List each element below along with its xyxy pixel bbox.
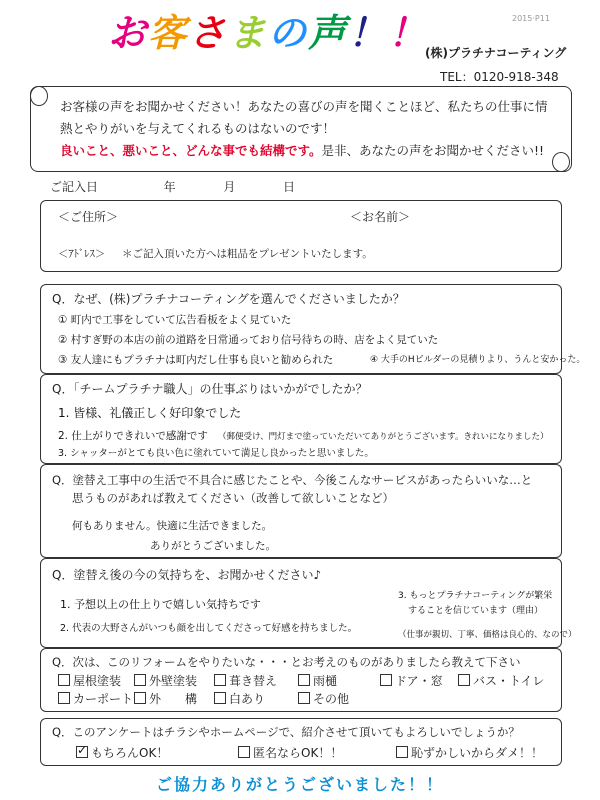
year-label: 年 (163, 180, 176, 194)
q4-answer-2: 2. 代表の大野さんがいつも顔を出してくださって好感を持ちました。 (60, 623, 358, 634)
title-char: 声 (308, 11, 349, 55)
address-note: ＊ご記入頂いた方へは粗品をプレゼントいたします。 (122, 248, 373, 260)
q4-answer-3-reason: （仕事が親切、丁寧、価格は良心的、なので） (398, 630, 577, 640)
q4-answer-3: 3. もっとプラチナコーティングが繁栄 (398, 591, 553, 601)
q1-answer-4: ④ 大手のHビルダーの見積りより、うんと安かった。 (370, 355, 586, 365)
checkbox[interactable] (458, 674, 470, 686)
intro-emphasis: 良いこと、悪いこと、どんな事でも結構です。 (60, 143, 322, 158)
q6-option[interactable] (396, 744, 543, 761)
name-label: ＜お名前＞ (350, 210, 411, 224)
intro-line-3 (60, 140, 560, 162)
intro-line-2: 熱とやりがいを与えてくれるものはないのです！ (60, 121, 336, 136)
page-title (108, 2, 428, 57)
day-label: 日 (283, 180, 296, 194)
intro-line-3-rest: 是非、あなたの声をお聞かせください!! (321, 143, 545, 158)
q3-question-line-2: 思うものがあれば教えてください（改善して欲しいことなど） (72, 491, 394, 505)
q3-answer-1: 何もありません。快適に生活できました。 (72, 520, 273, 532)
company-name: (株)プラチナコーティング (425, 46, 567, 60)
q5-option[interactable] (134, 672, 197, 689)
q5-option[interactable] (214, 690, 265, 707)
checkbox[interactable] (134, 674, 146, 686)
checkbox[interactable] (214, 674, 226, 686)
contact-box (40, 200, 562, 272)
intro-text (60, 96, 560, 162)
scroll-curl-decoration (30, 86, 48, 106)
q5-option-label: その他 (313, 692, 350, 706)
q1-question: Q．なぜ、(株)プラチナコーティングを選んでくださいましたか？ (52, 292, 405, 306)
q4-answer-1: 1. 予想以上の仕上りで嬉しい気持ちです (60, 598, 261, 611)
q5-option[interactable] (214, 672, 277, 689)
q5-option-label: カーポート (73, 692, 134, 706)
checkbox[interactable] (396, 746, 408, 758)
intro-line-1: お客様の声をお聞かせください！あなたの喜びの声を聞くことほど、私たちの仕事に情 (60, 99, 548, 114)
checkbox[interactable] (298, 692, 310, 704)
q6-option-label: 恥ずかしいからダメ！！ (411, 746, 544, 760)
q1-answer-3: ③ 友人達にもプラチナは町内だし仕事も良いと勧められた (58, 354, 334, 366)
q5-option-label: 葺き替え (229, 674, 278, 688)
checkbox[interactable] (238, 746, 250, 758)
q5-option[interactable] (298, 690, 349, 707)
title-char: ！ (348, 11, 389, 55)
checkbox[interactable] (380, 674, 392, 686)
q5-option[interactable] (58, 672, 121, 689)
q6-option-label: 匿名ならOK！！ (253, 746, 343, 760)
title-char: ま (228, 11, 269, 55)
q5-question: Q．次は、このリフォームをやりたいな・・・とお考えのものがありましたら教えて下さい (52, 655, 521, 669)
document-code: 2015·P11 (512, 14, 550, 23)
q6-option[interactable] (76, 744, 168, 761)
title-char: お (108, 11, 149, 55)
title-char: 客 (148, 11, 189, 55)
date-label: ご記入日 (50, 180, 99, 194)
q5-option-label: バス・トイレ (473, 674, 545, 688)
q4-answer-3-cont: することを信じています（理由） (408, 606, 544, 616)
q5-option[interactable] (58, 690, 133, 707)
q2-question: Q．「チームプラチナ職人」の仕事ぶりはいかがでしたか？ (52, 382, 368, 396)
month-label: 月 (223, 180, 236, 194)
checkbox[interactable] (134, 692, 146, 704)
q2-answer-3: 3. シャッターがとても良い色に塗れていて満足し良かったと思いました。 (58, 448, 374, 459)
checkbox[interactable] (58, 692, 70, 704)
q5-option-label: 白あり (229, 692, 266, 706)
checkbox[interactable] (58, 674, 70, 686)
q5-option-label: 外壁塗装 (149, 674, 198, 688)
q6-option[interactable] (238, 744, 342, 761)
q2-answer-2: 2. 仕上がりできれいで感謝です (58, 430, 208, 442)
q5-option-label: ドア・窓 (395, 674, 443, 688)
title-char: ！ (388, 11, 429, 55)
q4-question: Q．塗替え後の今の気持ちを、お聞かせください♪ (52, 568, 322, 582)
checkbox[interactable] (298, 674, 310, 686)
checkbox[interactable] (214, 692, 226, 704)
q5-option[interactable] (298, 672, 337, 689)
q2-answer-1: 1. 皆様、礼儀正しく好印象でした (58, 406, 242, 420)
q5-option-label: 外 構 (149, 692, 198, 706)
footer-thanks: ご協力ありがとうございました！！ (155, 775, 444, 794)
q2-answer-2-note: （郵便受け、門灯まで塗っていただいてありがとうございます。きれいになりました） (218, 432, 549, 442)
address-label: ＜ご住所＞ (58, 210, 119, 224)
q5-option[interactable] (458, 672, 544, 689)
q6-question: Q．このアンケートはチラシやホームページで、紹介させて頂いてもよろしいでしょうか？ (52, 725, 520, 739)
q3-question-line-1: Q．塗替え工事中の生活で不具合に感じたことや、今後こんなサービスがあったらいいな…と (52, 473, 533, 487)
q5-option-label: 雨樋 (313, 674, 338, 688)
phone-number: TEL：0120-918-348 (440, 70, 559, 84)
address-prefix: ＜ｱﾄﾞﾚｽ＞ (58, 248, 106, 260)
title-char: の (268, 11, 309, 55)
q1-answer-1: ① 町内で工事をしていて広告看板をよく見ていた (58, 314, 292, 326)
date-row (50, 178, 295, 195)
q5-option-label: 屋根塗装 (73, 674, 122, 688)
q3-answer-2: ありがとうございました。 (150, 540, 276, 552)
q1-answer-2: ② 村すぎ野の本店の前の道路を日常通っており信号待ちの時、店をよく見ていた (58, 334, 439, 346)
q5-option[interactable] (380, 672, 443, 689)
check-mark-icon: ✓ (77, 743, 88, 757)
q6-option-label: もちろんOK！ (91, 746, 169, 760)
checked-checkbox[interactable] (76, 743, 88, 758)
title-char: さ (188, 11, 229, 55)
q5-option[interactable] (134, 690, 197, 707)
